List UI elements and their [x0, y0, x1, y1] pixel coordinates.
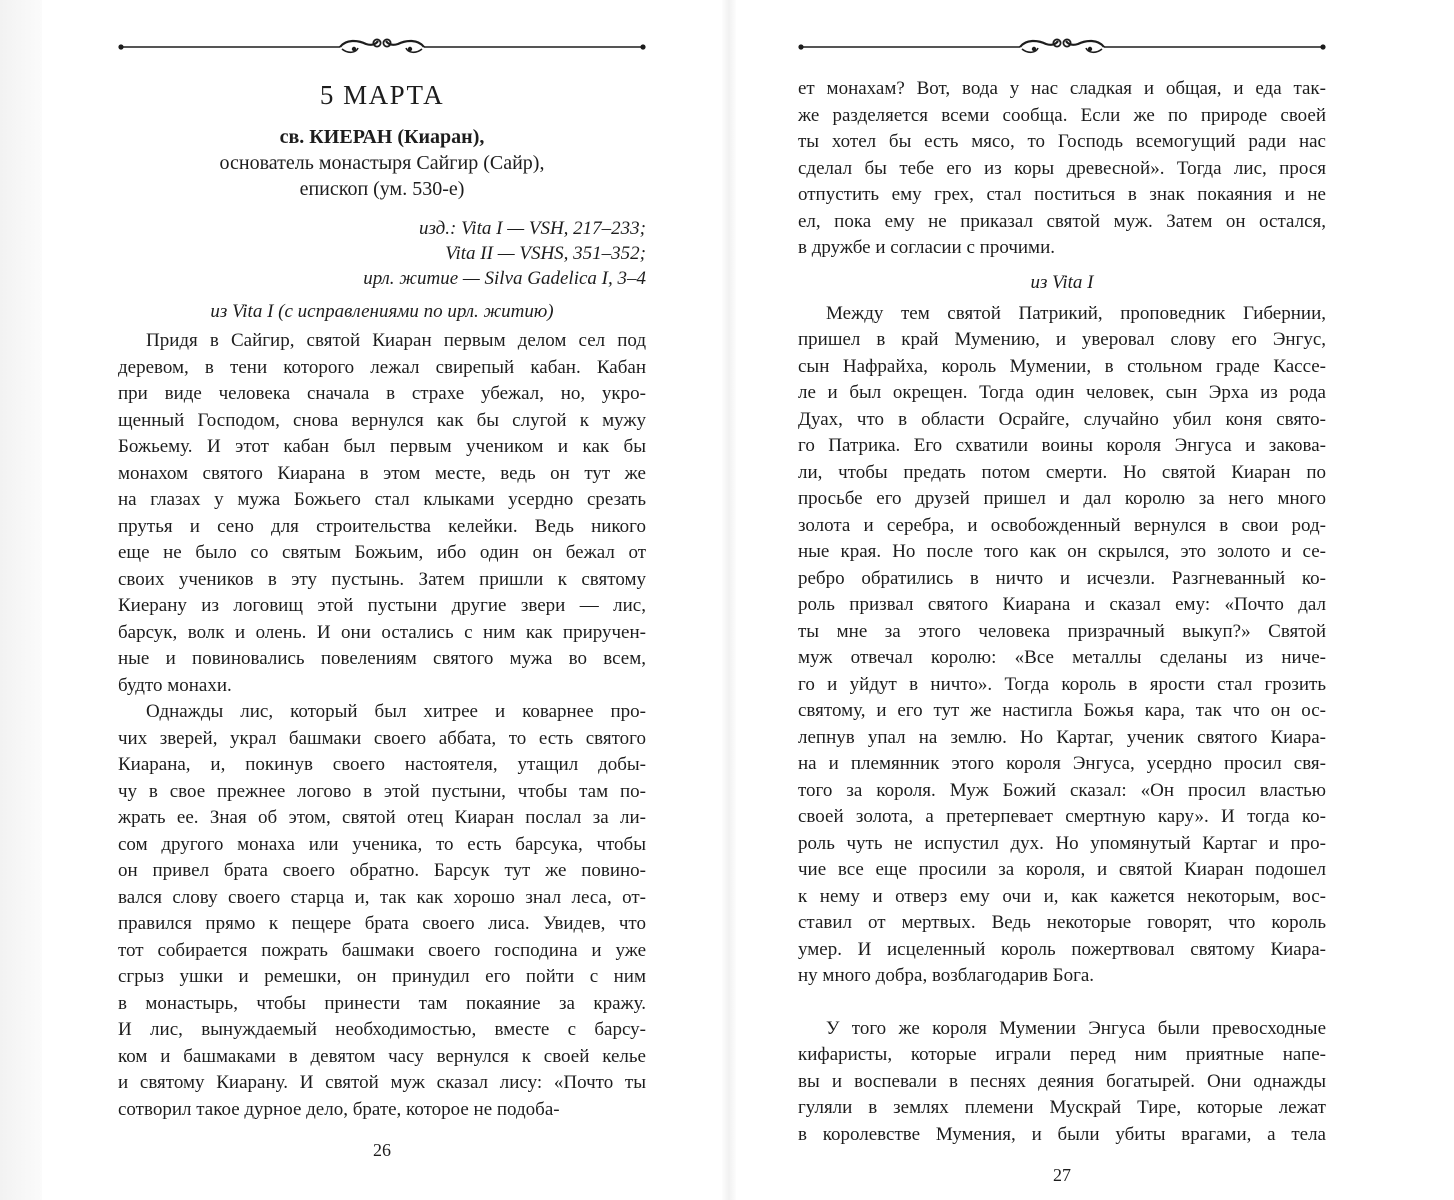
text-line: муж отвечал королю: «Все металлы сделаны из ниче-: [798, 647, 1326, 668]
text-line: отпустить ему грех, стал поститься в знак покаяния и не: [798, 184, 1326, 205]
body-text: [798, 301, 1326, 990]
source-line: ирл. житие — Silva Gadelica I, 3–4: [363, 268, 646, 289]
text-line: чие все еще просили за короля, и святой Киаран подошел: [798, 859, 1326, 880]
saint-header: [118, 124, 646, 202]
text-line: ком и башмаками в девятом часу вернулся к своей келье: [118, 1045, 646, 1067]
right-page: [798, 0, 1326, 1200]
text-line: ну много добра, возблагодарив Бога.: [798, 965, 1095, 986]
text-line: того за короля. Муж Божий сказал: «Он просил властью: [798, 779, 1326, 801]
source-line: изд.: Vita I — VSH, 217–233;: [419, 218, 646, 239]
text-line: ные края. Но после того как он скрылся, это золото и се-: [798, 541, 1326, 562]
saint-name: св. КИЕРАН (Киаран),: [279, 126, 485, 148]
text-line: жрать ее. Зная об этом, святой отец Киаран послал за ли-: [118, 807, 646, 828]
text-line: ет монахам? Вот, вода у нас сладкая и общая, и еда так-: [798, 78, 1326, 99]
text-line: ел, пока ему не приказал святой муж. Затем он остался,: [798, 210, 1326, 232]
text-line: ты мне за этого человека призрачный выкуп?» Святой: [798, 620, 1326, 642]
text-line: роль призвал святого Киарана и сказал ему: «Почто дал: [798, 594, 1326, 615]
text-line: сын Нафрайха, король Мумении, в стольном граде Кассе-: [798, 355, 1326, 377]
text-line: Киерану из логовищ этой пустыни другие звери — лис,: [118, 595, 646, 616]
text-line: в дружбе и согласии с прочими.: [798, 237, 1056, 258]
text-line: в королевстве Мумения, и были убиты врагами, а тела: [798, 1123, 1326, 1145]
text-line: будто монахи.: [118, 674, 232, 696]
text-line: к нему и отверз ему очи и, как кажется некоторым, вос-: [798, 885, 1326, 907]
text-line: умер. И исцеленный король пожертвовал святому Киара-: [798, 938, 1326, 960]
text-line: роль чуть не испустил дух. Но упомянутый Картаг и про-: [798, 832, 1326, 854]
text-line: своих учеников в эту пустынь. Затем пришли к святому: [118, 568, 646, 590]
text-line: гуляли в землях племени Мускрай Тире, которые лежат: [798, 1097, 1326, 1118]
text-line: ребро обратились в ничто и исчезли. Разгневанный ко-: [798, 567, 1326, 589]
text-line: монахом святого Киарана в этом месте, ведь он тут же: [118, 462, 646, 484]
source-line: Vita II — VSHS, 351–352;: [445, 243, 646, 264]
body-text: [798, 1016, 1326, 1149]
text-line: деревом, в тени которого лежал свирепый кабан. Кабан: [118, 356, 646, 378]
date-heading: 5 МАРТА: [319, 80, 445, 110]
text-line: чу в свое прежнее логово в этой пустыни, чтобы там по-: [118, 780, 646, 802]
text-line: ле и был окрещен. Тогда один человек, сын Эрха из рода: [798, 382, 1326, 403]
text-line: У того же короля Мумении Энгуса были превосходные: [826, 1017, 1326, 1039]
text-line: тот собирается пожрать башмаки своего господина и уже: [118, 939, 646, 961]
text-line: лепнув упал на землю. Но Картаг, ученик святого Киара-: [798, 726, 1326, 748]
text-line: чих зверей, украл башмаки своего аббата, то есть святого: [118, 727, 646, 749]
text-line: Придя в Сайгир, святой Киаран первым делом сел под: [146, 330, 646, 351]
text-line: Между тем святой Патрикий, проповедник Гибернии,: [826, 302, 1326, 324]
text-line: барсук, волк и олень. И они остались с ним как приручен-: [118, 621, 646, 643]
text-line: в монастырь, чтобы принести там покаяние за кражу.: [118, 992, 646, 1014]
text-line: ты хотел бы есть мясо, то Господь всемогущий ради нас: [798, 131, 1326, 152]
text-line: при виде человека сначала в страхе убежал, но, укро-: [118, 383, 646, 404]
text-line: Киарана, и, покинув своего настоятеля, утащил добы-: [118, 754, 646, 775]
text-line: вы и воспевали в песнях деяния богатырей. Они однажды: [798, 1070, 1326, 1092]
text-line: сгрыз ушки и ремешки, он принудил его пойти с ним: [118, 966, 646, 987]
text-line: Однажды лис, который был хитрее и коварнее про-: [146, 701, 646, 722]
text-line: сом другого монаха или ученика, то есть барсука, чтобы: [118, 833, 646, 855]
body-text: [798, 76, 1326, 262]
text-line: щенный Господом, снова вернулся как бы слугой к мужу: [118, 409, 646, 431]
left-page: [118, 0, 646, 1175]
text-line: на и племянник этого короля Энгуса, усердно просил свя-: [798, 753, 1326, 774]
section-heading: из Vita I (с исправлениями по ирл. житию): [210, 301, 554, 322]
body-text: [118, 328, 646, 1123]
text-line: золота и серебра, и освобожденный вернулся в свои род-: [798, 514, 1326, 536]
text-line: пришел в край Мумению, и уверовал слову его Энгус,: [798, 329, 1326, 350]
page-number: 27: [1053, 1165, 1071, 1185]
text-line: же разделяется всеми сообща. Если же по природе своей: [798, 104, 1326, 126]
source-editions: [118, 216, 646, 291]
text-line: на глазах у мужа Божьего стал клыками усердно срезать: [118, 489, 646, 510]
text-line: правился прямо к пещере брата своего лиса. Увидев, что: [118, 913, 646, 934]
text-line: прутья и сено для строительства келейки. Ведь никого: [118, 515, 646, 537]
text-line: Дуах, что в области Осрайге, случайно убил коня свято-: [798, 408, 1326, 430]
text-line: и святому Киарану. И святой муж сказал лису: «Почто ты: [118, 1072, 646, 1093]
text-line: кифаристы, которые играли перед ним приятные напе-: [798, 1044, 1326, 1065]
text-line: ли, чтобы предать потом смерти. Но святой Киаран по: [798, 461, 1326, 483]
text-line: ные и повиновались повелениям святого мужа во всем,: [118, 648, 646, 669]
text-line: просьбе его друзей пришел и дал королю за него много: [798, 488, 1326, 509]
section-heading: из Vita I: [1030, 271, 1094, 293]
saint-dates: епископ (ум. 530-е): [299, 178, 465, 200]
text-line: святому, и его тут же настигла Божья кара, так что он ос-: [798, 700, 1326, 721]
text-line: го Патрика. Его схватили воины короля Энгуса и закова-: [798, 435, 1326, 456]
text-line: ставил от мертвых. Ведь некоторые говорят, что король: [798, 912, 1326, 933]
page-number: 26: [373, 1140, 391, 1160]
text-line: своей золота, а претерпевает смертную кару». И тогда ко-: [798, 806, 1326, 827]
text-line: он привел брата своего обратно. Барсук тут же повино-: [118, 860, 646, 881]
text-line: сотворил такое дурное дело, брате, которое не подоба-: [118, 1098, 560, 1120]
text-line: И лис, вынуждаемый необходимостью, вместе с барсу-: [118, 1019, 646, 1040]
text-line: сделал бы тебе его из коры древесной». Тогда лис, прося: [798, 157, 1326, 179]
text-line: еще не было со святым Божьим, ибо один он бежал от: [118, 542, 646, 563]
text-line: вался слову своего старца и, так как хорошо знал леса, от-: [118, 886, 646, 908]
text-line: го и уйдут в ничто». Тогда король в ярости стал грозить: [798, 673, 1326, 695]
flourish-divider-icon: [798, 34, 1326, 60]
text-line: Божьему. И этот кабан был первым учеником и как бы: [118, 436, 646, 457]
flourish-divider-icon: [118, 34, 646, 60]
saint-description: основатель монастыря Сайгир (Сайр),: [219, 152, 545, 174]
